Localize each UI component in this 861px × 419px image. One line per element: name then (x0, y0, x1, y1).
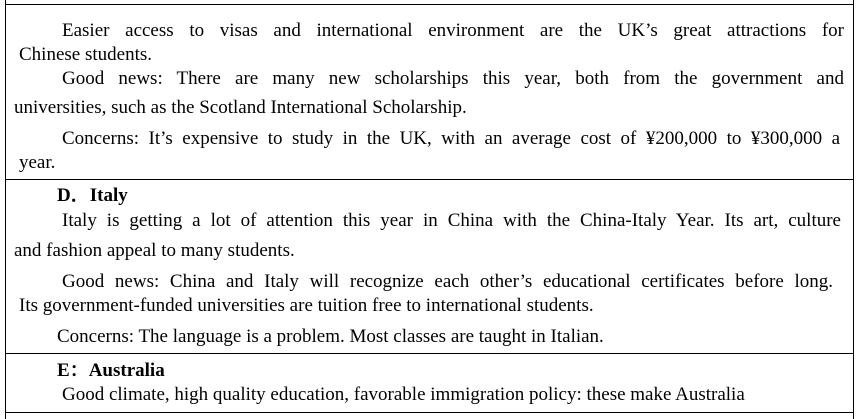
uk-attractions-line1: Easier access to visas and international environment are the UK’s great attractions for (62, 20, 844, 41)
row-divider-uk-italy (5, 179, 854, 180)
australia-heading-letter: E (57, 360, 70, 381)
italy-intro-line1: Italy is getting a lot of attention this year in China with the China-Italy Year. Its art, culture (62, 210, 841, 231)
australia-intro-line1: Good climate, high quality education, favorable immigration policy: these make Australia (62, 384, 745, 405)
table-border-bottom (5, 412, 854, 413)
australia-heading-name: Australia (88, 360, 165, 381)
uk-attractions-line2: Chinese students. (19, 44, 152, 65)
italy-heading-name: Italy (89, 185, 128, 206)
table-border-top (5, 4, 854, 5)
australia-heading-separator: ： (69, 360, 89, 381)
italy-heading-letter: D (57, 185, 71, 206)
uk-concerns-line1: Concerns: It’s expensive to study in the UK, with an average cost of ¥200,000 to ¥300,000 a (62, 128, 840, 149)
italy-heading-separator: ． (70, 185, 90, 206)
uk-good-news-line1: Good news: There are many new scholarships this year, both from the government and (62, 68, 844, 89)
italy-good-news-line1: Good news: China and Italy will recognize each other’s educational certificates before long. (62, 271, 833, 292)
row-divider-italy-australia (5, 353, 854, 354)
uk-good-news-line2: universities, such as the Scotland International Scholarship. (14, 97, 467, 118)
italy-heading (57, 185, 128, 207)
italy-concerns-line1: Concerns: The language is a problem. Most classes are taught in Italian. (57, 326, 604, 347)
australia-heading (57, 360, 165, 382)
uk-concerns-line2: year. (19, 152, 56, 173)
italy-intro-line2: and fashion appeal to many students. (14, 240, 295, 261)
italy-good-news-line2: Its government-funded universities are tuition free to international students. (19, 295, 594, 316)
